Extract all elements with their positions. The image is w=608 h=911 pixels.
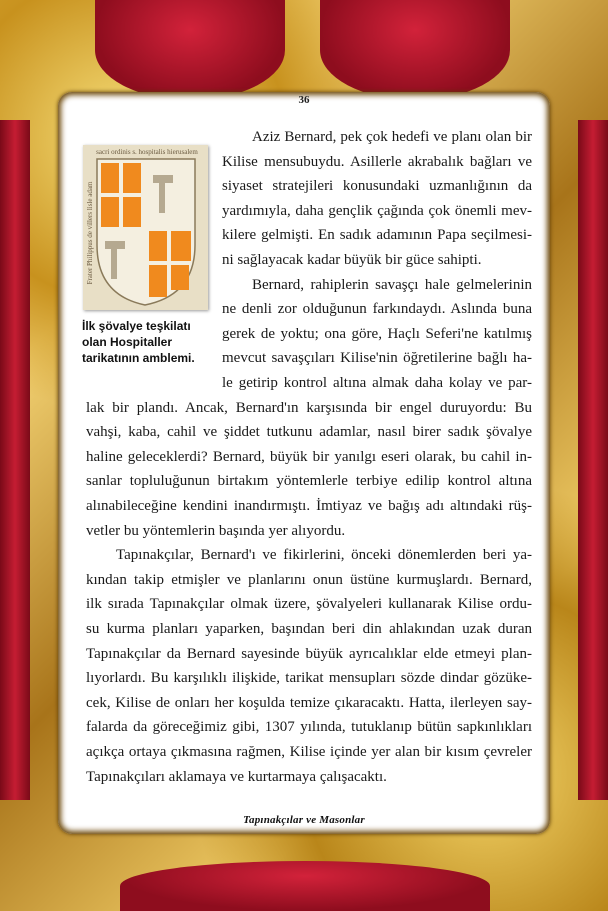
emblem-inscription-top: sacri ordinis s. hospitalis hierusalem <box>96 148 198 156</box>
text-line: cek, Kilise de onları her koşulda temize çıkaracaktı. Hatta, ilerleyen say- <box>86 694 532 711</box>
text-line: Kilise mensubuydu. Asillerle akrabalık bağları ve <box>222 153 532 170</box>
curtain-right <box>578 120 608 800</box>
text-line: ne denli zor olduğunun farkındaydı. Aslında buna <box>222 301 532 318</box>
text-line: açıkça ortaya çıkmasına rağmen, Kilise içinde yer alan bir kısım çevreler <box>86 744 532 760</box>
emblem-inscription-left: Frater Philippus de villers lisle adam <box>86 181 94 285</box>
hospitaller-emblem-image <box>83 145 208 310</box>
text-line: ni sağlayacak kadar büyük bir güce sahipti. <box>222 252 482 268</box>
text-line: Tapınakçılar, Bernard'ı ve fikirlerini, önceki dönemlerden beri ya- <box>116 547 532 564</box>
text-line: vahşi, kaba, cahil ve şiddet tutkunu adamlar, nasıl birer sadık şövalye <box>86 424 532 441</box>
text-line: Tapınakçılar da Bernard sayesinde büyük ayrıcalıklar elde etmeyi plan- <box>86 645 532 662</box>
text-line: yardımıyla, daha gençlik çağında çok önemli mev- <box>222 202 532 219</box>
text-line: gerek de yoktu; ona göre, Haçlı Seferi'ne katılmış <box>222 325 532 342</box>
book-page <box>58 92 550 834</box>
text-line: Bernard, rahiplerin savaşçı hale gelmelerinin <box>252 276 532 293</box>
text-line: ilk sırada Tapınakçılar olmak üzere, şövalyeleri kullanarak Kilise ordu- <box>86 596 532 613</box>
text-line: haline geleceklerdi? Bernard, büyük bir yanılgı eseri olarak, bu cahil in- <box>86 448 532 465</box>
text-line: vetler bu yöntemlerin başında yer alıyordu. <box>86 522 346 539</box>
page-number: 36 <box>298 94 310 106</box>
text-line: mevcut savaşçıları Kilise'nin öğretilerine bağlı ha- <box>222 350 532 367</box>
text-line: lıyorlardı. Bu karşılıklı ilişkide, tarikat mensupları sözde dindar gözüke- <box>86 670 532 687</box>
text-line: siyaset stratejileri konusundaki uzmanlığının da <box>222 178 532 195</box>
book-title-footer: Tapınakçılar ve Masonlar <box>243 814 365 826</box>
figure-caption: İlk şövalye teşkilatı olan Hospitaller tarikatının amblemi. <box>82 319 195 365</box>
curtain-top-right <box>320 0 510 100</box>
curtain-top-left <box>95 0 285 100</box>
text-line: alınabileceğine kendini inandırmıştı. İmtiyaz ve bağış adı altındaki rüş- <box>86 498 532 514</box>
text-line: sanlar topluluğunun birtakım yöntemlerle terbiye edilip kontrol altına <box>86 473 532 490</box>
text-line: kilere gelmişti. En sadık adamının Papa seçilmesi- <box>222 227 532 244</box>
text-line: falarda da göreceğimiz gibi, 1307 yılında, tutuklanıp bütün sapkınlıkları <box>86 719 532 736</box>
curtain-left <box>0 120 30 800</box>
text-line: Tapınakçıları aklamaya ve kurtarmaya çalışacaktı. <box>86 768 387 785</box>
text-line: su kurma planları yaparken, başından beri din ahlakından uzak duran <box>86 621 532 637</box>
text-line: Aziz Bernard, pek çok hedefi ve planı olan bir <box>252 129 532 145</box>
text-line: lak bir plandı. Ancak, Bernard'ın karşısında bir engel duruyordu: Bu <box>86 399 532 416</box>
curtain-bottom <box>120 861 490 911</box>
text-line: kından takip etmişler ve planlarını onun üstüne kurmuşlardı. Bernard, <box>86 571 532 588</box>
text-line: le getirip kontrol altına almak daha kolay ve par- <box>222 375 532 391</box>
